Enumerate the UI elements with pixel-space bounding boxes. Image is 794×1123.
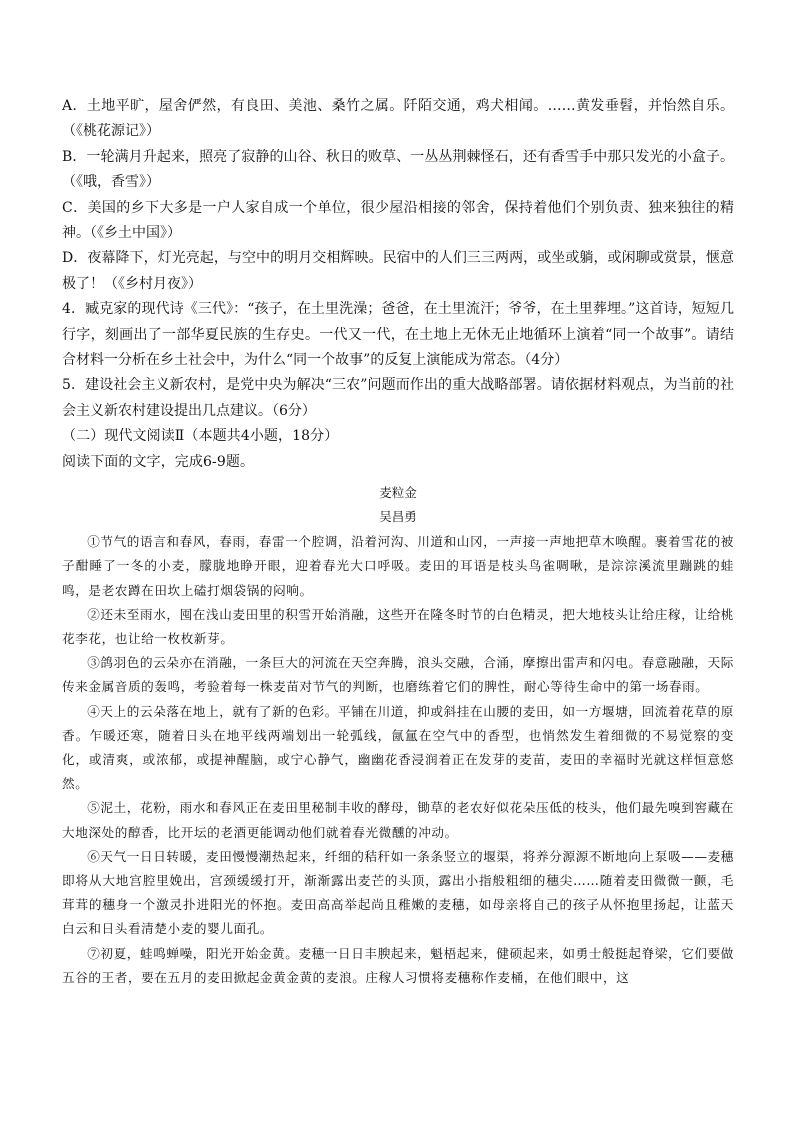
essay-author: 吴昌勇 (379, 509, 417, 525)
option-a: A．土地平旷，屋舍俨然，有良田、美池、桑竹之属。阡陌交通，鸡犬相闻。……黄发垂髫，并怡然自乐。（《桃花源记》） (62, 98, 734, 140)
essay-paragraph: ⑦初夏，蛙鸣蝉噪，阳光开始金黄。麦穗一日日丰腴起来，魁梧起来，健硕起来，如勇士般挺起脊梁，它们要做五谷的王者，要在五月的麦田掀起金黄金黄的麦浪。庄稼人习惯将麦穗称作麦桶，在他们眼中，这 (62, 945, 734, 985)
section-header: （二）现代文阅读Ⅱ（本题共4小题，18分） (62, 428, 339, 445)
exam-page (62, 94, 734, 990)
essay-body (62, 530, 734, 990)
essay-title: 麦粒金 (379, 485, 417, 501)
option-c: C．美国的乡下大多是一户人家自成一个单位，很少屋沿相接的邻舍，保持着他们个别负责、独来独往的精神。（《乡土中国》） (62, 199, 734, 242)
essay-paragraph: ③鸽羽色的云朵亦在消融，一条巨大的河流在天空奔腾，浪头交融，合涌，摩擦出雷声和闪电。春意融融，天际传来金属音质的轰鸣，考验着每一株麦苗对节气的判断，也磨练着它们的脾性，耐心等待生命中的第一场春雨。 (62, 655, 734, 695)
essay-paragraph: ②还未至雨水，囤在浅山麦田里的积雪开始消融，这些开在隆冬时节的白色精灵，把大地枝头让给庄稼，让给桃花李花，也让给一枚枚新芽。 (62, 606, 734, 646)
essay-paragraph: ⑥天气一日日转暖，麦田慢慢潮热起来，纤细的秸秆如一条条竖立的堰渠，将养分源源不断地向上泵吸——麦穗即将从大地宫腔里娩出，宫颈缓缓打开，渐渐露出麦芒的头顶，露出小指般粗细的穗尖……随着麦田微微一颤，毛茸茸的穗身一个激灵扑进阳光的怀抱。麦田高高举起尚且稚嫩的麦穗，如母亲将自己的孩子从怀抱里扬起，让蓝天白云和日头看清楚小麦的婴儿面孔。 (62, 848, 734, 937)
essay-paragraph: ①节气的语言和春风，春雨，春雷一个腔调，沿着河沟、川道和山冈，一声接一声地把草木唤醒。裹着雪花的被子酣睡了一冬的小麦，朦胧地睁开眼，迎着春光大口呼吸。麦田的耳语是枝头鸟雀啁啾，是淙淙溪流里蹦跳的蛙鸣，是老农蹲在田坎上磕打烟袋锅的闷响。 (62, 534, 734, 598)
question-5: 5．建设社会主义新农村，是党中央为解决“三农”问题而作出的重大战略部署。请依据材料观点，为当前的社会主义新农村建设提出几点建议。（6分） (62, 377, 734, 419)
option-d: D．夜幕降下，灯光亮起，与空中的明月交相辉映。民宿中的人们三三两两，或坐或躺，或闲聊或赏景，惬意极了！（《乡村月夜》） (62, 250, 734, 292)
option-b: B．一轮满月升起来，照亮了寂静的山谷、秋日的败草、一丛丛荆棘怪石，还有香雪手中那只发光的小盒子。（《哦，香雪》） (62, 148, 734, 191)
question-4: 4．臧克家的现代诗《三代》：“孩子，在土里洗澡；爸爸，在土里流汗；爷爷，在土里葬埋。”这首诗，短短几行字，刻画出了一部华夏民族的生存史。一代又一代，在土地上无休无止地循环上演着“同一个故事”。请结合材料一分析在乡土社会中，为什么“同一个故事”的反复上演能成为常态。（4分） (62, 301, 734, 369)
essay-paragraph: ⑤泥土，花粉，雨水和春风正在麦田里秘制丰收的酵母，锄草的老农好似花朵压低的枝头，他们最先嗅到窖藏在大地深处的醇香，比开坛的老酒更能调动他们就着春光微醺的冲动。 (62, 800, 734, 840)
essay-paragraph: ④天上的云朵落在地上，就有了新的色彩。平铺在川道，抑或斜挂在山腰的麦田，如一方堰塘，回流着花草的原香。乍暖还寒，随着日头在地平线两端划出一轮弧线，氤氲在空气中的香型，也悄然发生着细微的不易觉察的变化，或清爽，或浓郁，或提神醒脑，或宁心静气，幽幽花香浸润着正在发芽的麦苗，麦田的幸福时光就这样恒意悠然。 (62, 703, 734, 792)
reading-instruction: 阅读下面的文字，完成6-9题。 (62, 453, 255, 470)
